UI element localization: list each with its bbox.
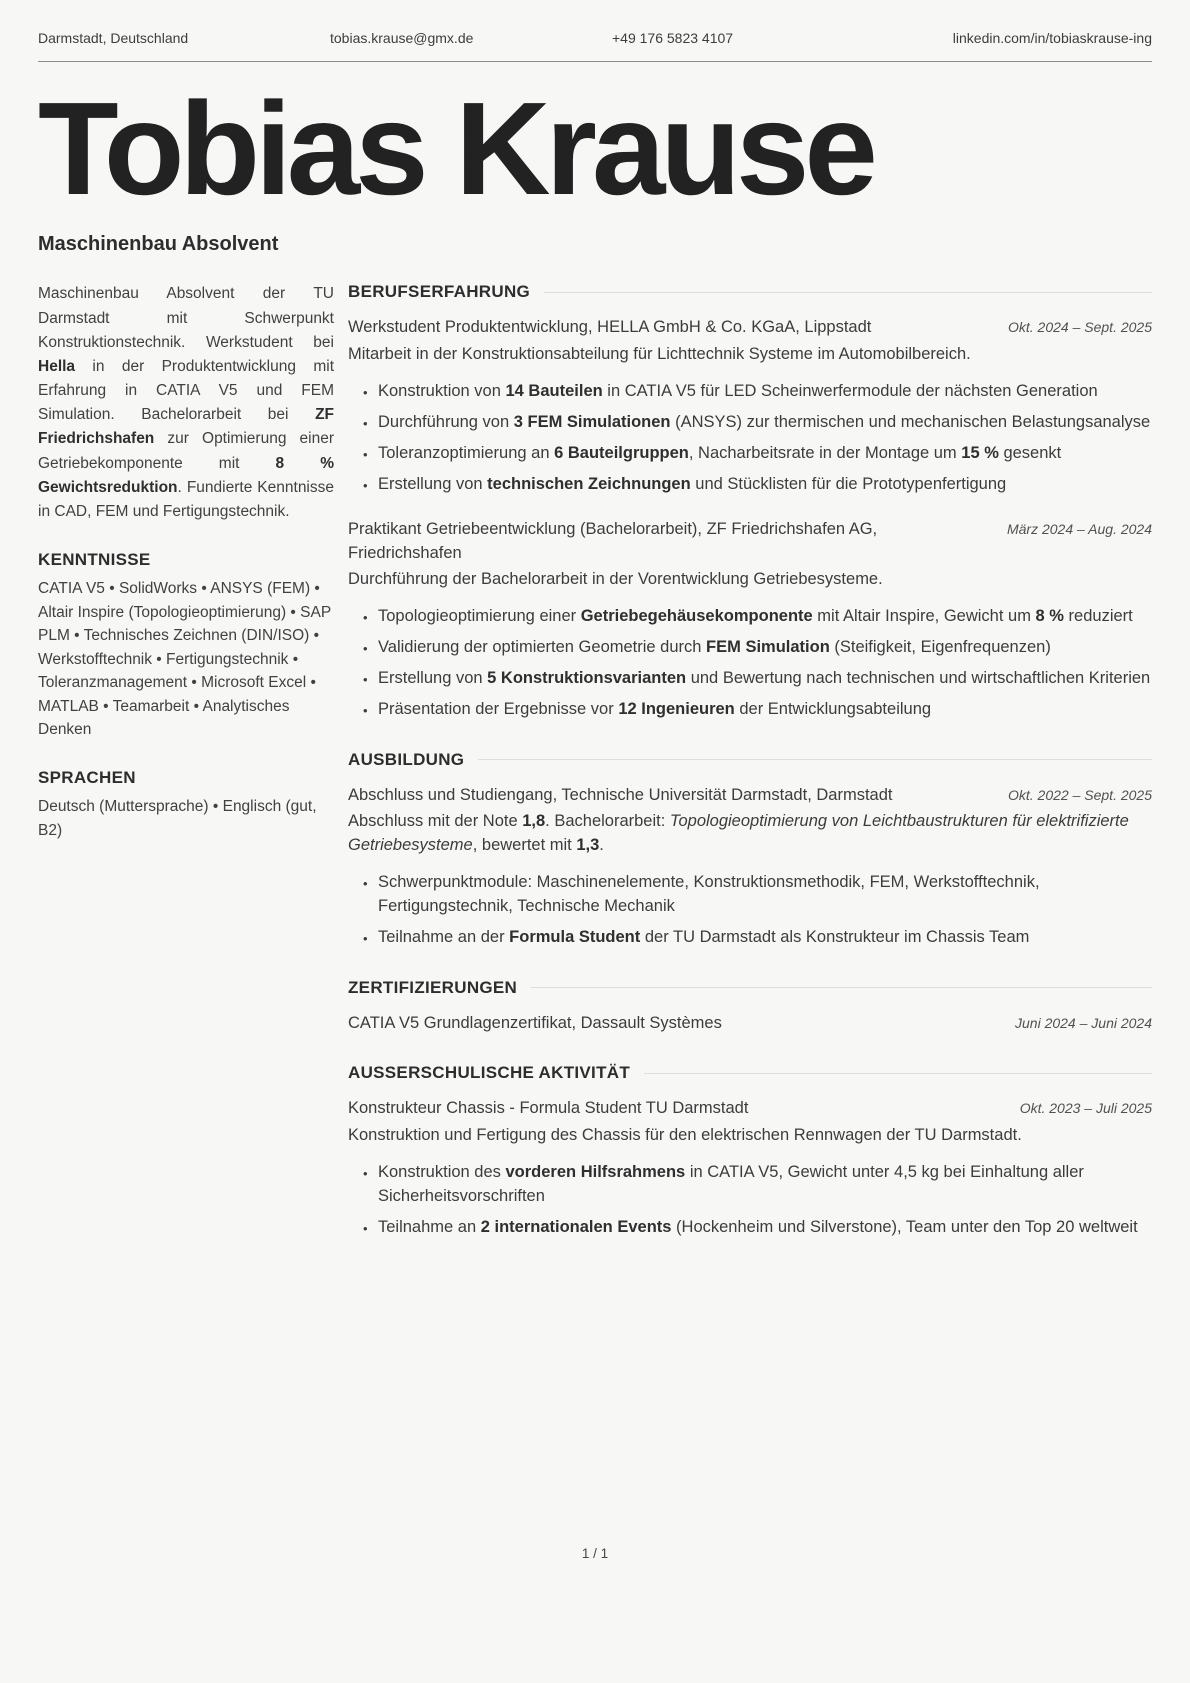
- entry-title: Konstrukteur Chassis - Formula Student TU Darmstadt: [348, 1099, 749, 1118]
- experience-heading-row: [348, 282, 1152, 302]
- bullet-list: [348, 605, 1152, 722]
- entry-date: Okt. 2022 – Sept. 2025: [1008, 786, 1152, 803]
- bullet-item: • Präsentation der Ergebnisse vor 12 Ingenieuren der Entwicklungsabteilung: [363, 698, 1152, 722]
- entry-header: [348, 784, 1152, 807]
- section-rule: [544, 292, 1152, 293]
- experience-entry: [348, 518, 1152, 721]
- entry-description: Konstruktion und Fertigung des Chassis für den elektrischen Rennwagen der TU Darmstadt.: [348, 1125, 1022, 1144]
- contact-bar: [38, 30, 1152, 62]
- entry-title: Werkstudent Produktentwicklung, HELLA GmbH & Co. KGaA, Lippstadt: [348, 318, 872, 337]
- entry-header: [348, 1097, 1152, 1120]
- contact-linkedin: linkedin.com/in/tobiaskrause-ing: [952, 30, 1152, 46]
- bullet-item: • Erstellung von technischen Zeichnungen und Stücklisten für die Prototypenfertigung: [363, 473, 1152, 497]
- entry-title: Praktikant Getriebeentwicklung (Bachelorarbeit), ZF Friedrichshafen AG, Friedrichshafen: [348, 520, 878, 562]
- contact-phone: +49 176 5823 4107: [612, 30, 734, 46]
- bullet-item: • Durchführung von 3 FEM Simulationen (ANSYS) zur thermischen und mechanischen Belastungsanalyse: [363, 411, 1152, 435]
- contact-location: Darmstadt, Deutschland: [38, 30, 189, 46]
- bullet-list: [348, 380, 1152, 497]
- education-heading: AUSBILDUNG: [348, 749, 465, 769]
- section-rule: [644, 1073, 1152, 1074]
- bullet-item: • Konstruktion von 14 Bauteilen in CATIA V5 für LED Scheinwerfermodule der nächsten Generation: [363, 380, 1152, 404]
- section-certifications: [348, 978, 1152, 1035]
- education-heading-row: [348, 750, 1152, 770]
- entry-description: Durchführung der Bachelorarbeit in der Vorentwicklung Getriebesysteme.: [348, 570, 883, 589]
- entry-header: [348, 518, 1152, 565]
- role-subtitle: Maschinenbau Absolvent: [38, 233, 279, 256]
- summary-paragraph: Maschinenbau Absolvent der TU Darmstadt mit Schwerpunkt Konstruktionstechnik. Werkstudent bei Hella in der Produktentwicklung mit Erfahrung in CATIA V5 und FEM Simulation. Bachelorarbeit bei ZF Friedrichshafen zur Optimierung einer Getriebekomponente mit 8 % Gewichtsreduktion. Fundierte Kenntnisse in CAD, FEM und Fertigungstechnik.: [38, 285, 334, 520]
- entry-description: Abschluss mit der Note 1,8. Bachelorarbeit: Topologieoptimierung von Leichtbaustrukturen für elektrifizierte Getriebesysteme, bewertet mit 1,3.: [348, 812, 1129, 855]
- bullet-item: • Toleranzoptimierung an 6 Bauteilgruppen, Nacharbeitsrate in der Montage um 15 % gesenkt: [363, 442, 1152, 466]
- entry-description: Mitarbeit in der Konstruktionsabteilung für Lichttechnik Systeme im Automobilbereich.: [348, 344, 971, 363]
- bullet-item: • Topologieoptimierung einer Getriebegehäusekomponente mit Altair Inspire, Gewicht um 8 % reduziert: [363, 605, 1152, 629]
- entry-date: März 2024 – Aug. 2024: [1006, 521, 1152, 538]
- activities-heading-row: [348, 1063, 1152, 1083]
- languages-heading: SPRACHEN: [38, 767, 136, 787]
- entry-header: [348, 1012, 1152, 1035]
- entry-header: [348, 316, 1152, 339]
- skills-list: CATIA V5 • SolidWorks • ANSYS (FEM) • Altair Inspire (Topologieoptimierung) • SAP PLM • Technisches Zeichnen (DIN/ISO) • Werkstofftechnik • Fertigungstechnik • Toleranzmanagement • Microsoft Excel • MATLAB • Teamarbeit • Analytisches Denken: [38, 580, 331, 739]
- bullet-item: • Teilnahme an 2 internationalen Events (Hockenheim und Silverstone), Team unter den Top 20 weltweit: [363, 1216, 1152, 1240]
- section-experience: [348, 282, 1152, 721]
- content-columns: [38, 282, 1152, 1246]
- section-rule: [478, 759, 1152, 760]
- bullet-item: • Validierung der optimierten Geometrie durch FEM Simulation (Steifigkeit, Eigenfrequenzen): [363, 636, 1152, 660]
- bullet-item: • Konstruktion des vorderen Hilfsrahmens in CATIA V5, Gewicht unter 4,5 kg bei Einhaltung aller Sicherheitsvorschriften: [363, 1161, 1152, 1209]
- activities-heading: AUSSERSCHULISCHE AKTIVITÄT: [348, 1063, 631, 1083]
- experience-entry: [348, 316, 1152, 496]
- certification-entry: [348, 1012, 1152, 1035]
- entry-title: Abschluss und Studiengang, Technische Universität Darmstadt, Darmstadt: [348, 785, 893, 804]
- bullet-list: [348, 1161, 1152, 1240]
- entry-date: Okt. 2023 – Juli 2025: [1019, 1100, 1152, 1117]
- left-column: [38, 282, 334, 1246]
- section-education: [348, 750, 1152, 950]
- page-indicator: 1 / 1: [581, 1546, 609, 1561]
- experience-heading: BERUFSERFAHRUNG: [348, 282, 531, 302]
- certifications-heading-row: [348, 978, 1152, 998]
- activity-entry: [348, 1097, 1152, 1239]
- entry-date: Okt. 2024 – Sept. 2025: [1008, 319, 1152, 336]
- section-rule: [531, 987, 1152, 988]
- bullet-item: • Teilnahme an der Formula Student der TU Darmstadt als Konstrukteur im Chassis Team: [363, 926, 1152, 950]
- languages-list: Deutsch (Muttersprache) • Englisch (gut, B2): [38, 797, 317, 839]
- skills-heading: KENNTNISSE: [38, 550, 151, 570]
- bullet-item: • Erstellung von 5 Konstruktionsvarianten und Bewertung nach technischen und wirtschaftlichen Kriterien: [363, 667, 1152, 691]
- education-entry: [348, 784, 1152, 950]
- bullet-item: • Schwerpunktmodule: Maschinenelemente, Konstruktionsmethodik, FEM, Werkstofftechnik, Fertigungstechnik, Technische Mechanik: [363, 871, 1152, 919]
- section-activities: [348, 1063, 1152, 1239]
- right-column: [348, 282, 1152, 1246]
- contact-email: tobias.krause@gmx.de: [330, 30, 474, 46]
- entry-title: CATIA V5 Grundlagenzertifikat, Dassault Systèmes: [348, 1013, 722, 1032]
- certifications-heading: ZERTIFIZIERUNGEN: [348, 977, 518, 997]
- entry-date: Juni 2024 – Juni 2024: [1015, 1014, 1152, 1031]
- bullet-list: [348, 871, 1152, 950]
- page-title: Tobias Krause: [38, 75, 873, 222]
